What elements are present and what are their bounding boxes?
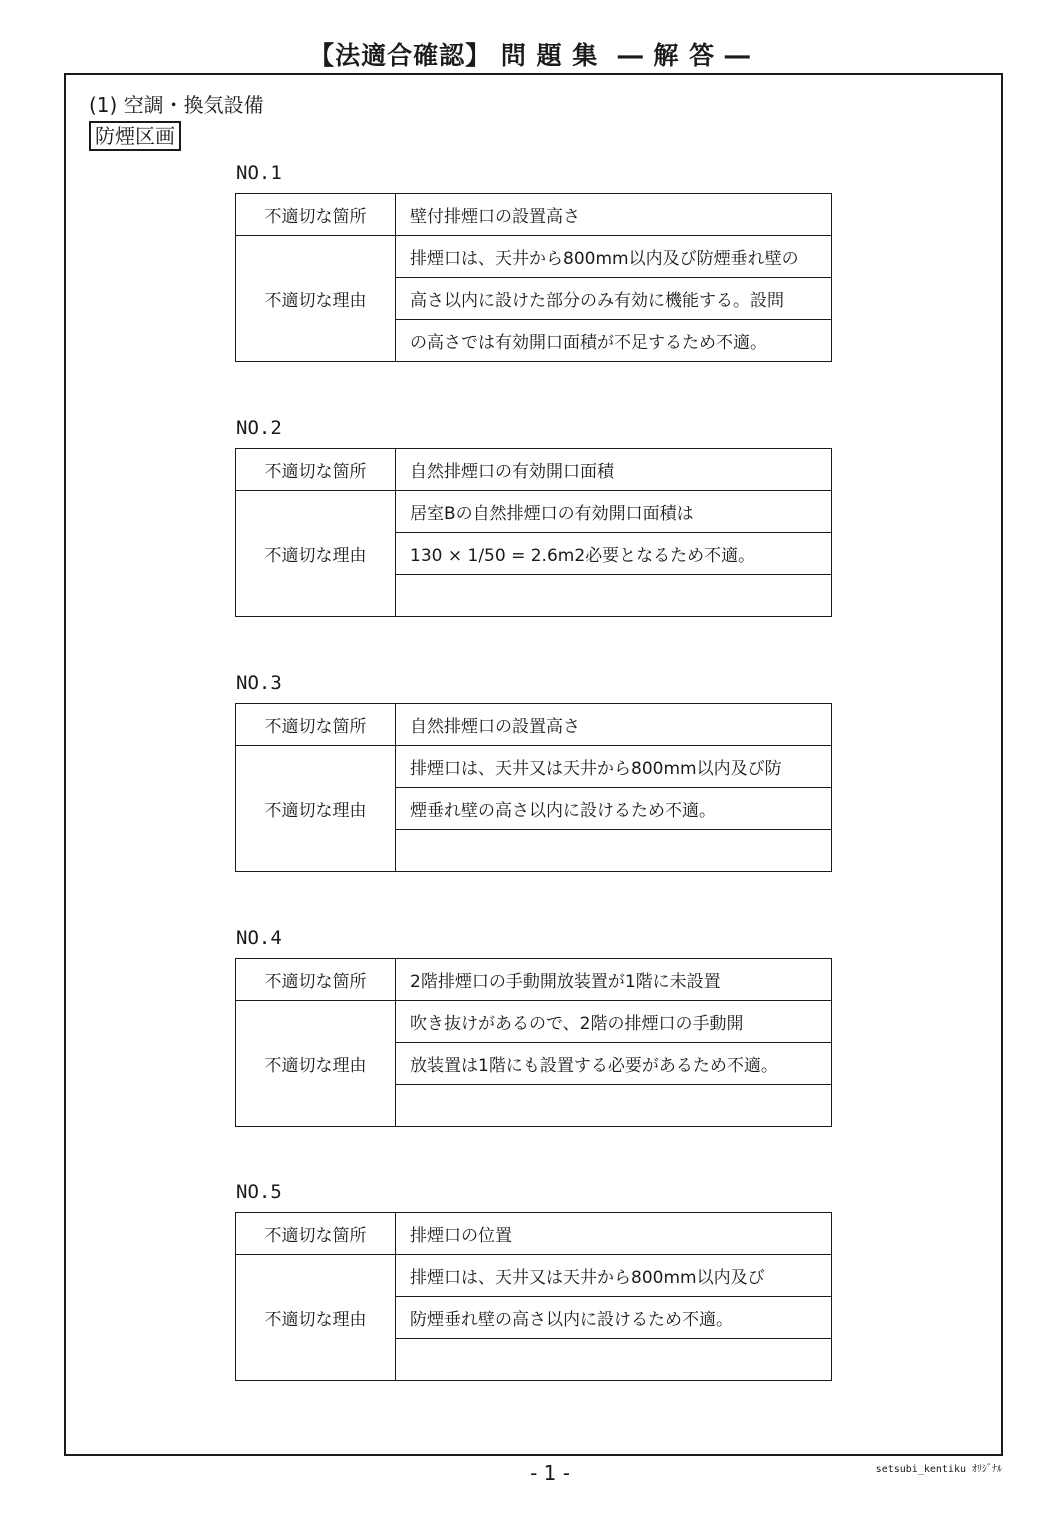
problem-number: NO.5	[236, 1181, 282, 1203]
reason-line: 排煙口は、天井から800mm以内及び防煙垂れ壁の	[396, 236, 832, 278]
reason-line: 防煙垂れ壁の高さ以内に設けるため不適。	[396, 1297, 832, 1339]
reason-line	[396, 575, 832, 617]
reason-label: 不適切な理由	[236, 1255, 396, 1381]
reason-label: 不適切な理由	[236, 236, 396, 362]
reason-line: 吹き抜けがあるので、2階の排煙口の手動開	[396, 1001, 832, 1043]
reason-row	[236, 236, 832, 278]
location-label: 不適切な箇所	[236, 959, 396, 1001]
reason-line	[396, 830, 832, 872]
reason-row	[236, 1255, 832, 1297]
answer-table	[235, 193, 832, 362]
reason-row	[236, 1001, 832, 1043]
reason-line	[396, 1339, 832, 1381]
problem-number: NO.1	[236, 162, 282, 184]
reason-row	[236, 746, 832, 788]
answer-table	[235, 1212, 832, 1381]
answer-table	[235, 703, 832, 872]
reason-label: 不適切な理由	[236, 1001, 396, 1127]
location-row	[236, 194, 832, 236]
reason-line: 高さ以内に設けた部分のみ有効に機能する。設問	[396, 278, 832, 320]
location-value: 壁付排煙口の設置高さ	[396, 194, 832, 236]
page-number: - 1 -	[530, 1461, 570, 1485]
problem-number: NO.2	[236, 417, 282, 439]
reason-line: の高さでは有効開口面積が不足するため不適。	[396, 320, 832, 362]
location-value: 2階排煙口の手動開放装置が1階に未設置	[396, 959, 832, 1001]
credit-note: setsubi_kentiku ｵﾘｼﾞﾅﾙ	[875, 1464, 1002, 1475]
reason-label: 不適切な理由	[236, 491, 396, 617]
location-row	[236, 449, 832, 491]
reason-row	[236, 491, 832, 533]
location-label: 不適切な箇所	[236, 1213, 396, 1255]
location-row	[236, 959, 832, 1001]
problem-number: NO.4	[236, 927, 282, 949]
answer-table	[235, 958, 832, 1127]
reason-line: 放装置は1階にも設置する必要があるため不適。	[396, 1043, 832, 1085]
reason-line: 130 × 1/50 = 2.6m2必要となるため不適。	[396, 533, 832, 575]
section-heading: (1) 空調・換気設備	[89, 93, 264, 117]
location-label: 不適切な箇所	[236, 194, 396, 236]
reason-line: 居室Bの自然排煙口の有効開口面積は	[396, 491, 832, 533]
reason-line: 排煙口は、天井又は天井から800mm以内及び防	[396, 746, 832, 788]
location-label: 不適切な箇所	[236, 449, 396, 491]
problem-number: NO.3	[236, 672, 282, 694]
problem-block-2	[235, 418, 833, 617]
problem-block-3	[235, 673, 833, 872]
location-row	[236, 1213, 832, 1255]
location-label: 不適切な箇所	[236, 704, 396, 746]
problem-block-5	[235, 1182, 833, 1381]
location-value: 排煙口の位置	[396, 1213, 832, 1255]
problem-block-1	[235, 163, 833, 362]
reason-line	[396, 1085, 832, 1127]
topic-label: 防煙区画	[89, 121, 181, 151]
location-row	[236, 704, 832, 746]
location-value: 自然排煙口の設置高さ	[396, 704, 832, 746]
reason-line: 排煙口は、天井又は天井から800mm以内及び	[396, 1255, 832, 1297]
location-value: 自然排煙口の有効開口面積	[396, 449, 832, 491]
reason-label: 不適切な理由	[236, 746, 396, 872]
answer-table	[235, 448, 832, 617]
reason-line: 煙垂れ壁の高さ以内に設けるため不適。	[396, 788, 832, 830]
page-title: 【法適合確認】 問 題 集 ― 解 答 ―	[309, 41, 751, 70]
problem-block-4	[235, 928, 833, 1127]
